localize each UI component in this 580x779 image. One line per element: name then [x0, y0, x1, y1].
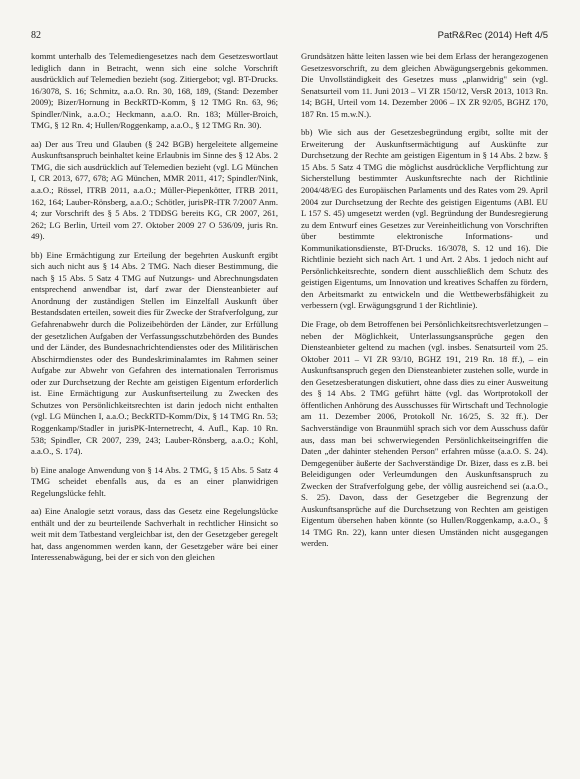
page-header — [31, 29, 548, 43]
paragraph: bb) Wie sich aus der Gesetzesbegründung ergibt, sollte mit der Erweiterung der Auskunftsermächtigung auf Auskünfte zur Durchsetzung der Rechte am geistigen Eigentum in § 14 Abs. 2 bzw. § 15 Abs. 5 Satz 4 TMG die möglichst ausdrückliche Verpflichtung zur Sicherstellung bestimmter Auskunftsrechte nach der Richtlinie 2004/48/EG des Europäischen Parlaments und des Rates vom 29. April 2004 zur Durchsetzung der Rechte des geistigen Eigentums (ABl. EU L 157 S. 45) umgesetzt werden (vgl. Begründung der Bundesregierung zu dem Entwurf eines Gesetzes zur Vereinheitlichung von Vorschriften über bestimmte elektronische Informations- und Kommunikationsdienste, BT-Drucks. 16/3078, S. 12 und 16). Die Richtlinie bezieht sich nach Art. 1 und Art. 2 Abs. 1 jedoch nicht auf Persönlichkeitsrechte, sondern dient ausschließlich dem Schutz des geistigen Eigentums, um Innovation und kreatives Schaffen zu fördern, den Arbeitsmarkt zu entwickeln und die Wettbewerbsfähigkeit zu verbessern (vgl. Erwägungsgrund 1 der Richtlinie). — [301, 127, 548, 311]
paragraph: b) Eine analoge Anwendung von § 14 Abs. 2 TMG, § 15 Abs. 5 Satz 4 TMG scheidet ebenfalls aus, da es an einer planwidrigen Regelungslücke fehlt. — [31, 464, 278, 498]
paragraph: bb) Eine Ermächtigung zur Erteilung der begehrten Auskunft ergibt sich auch nicht aus § 14 Abs. 2 TMG. Nach dieser Bestimmung, die nach § 15 Abs. 5 Satz 4 TMG auf Nutzungs- und Abrechnungsdaten entsprechend anwendbar ist, darf zwar der Diensteanbieter auf Anordnung der zuständigen Stellen im Einzelfall Auskunft über Bestandsdaten erteilen, soweit dies für Zwecke der Strafverfolgung, zur Gefahrenabwehr durch die Polizeibehörden der Länder, zur Erfüllung der gesetzlichen Aufgaben der Verfassungsschutzbehörden des Bundes und der Länder, des Bundesnachrichtendienstes oder des Militärischen Abschirmdienstes oder des Bundeskriminalamtes im Rahmen seiner Aufgabe zur Abwehr von Gefahren des internationalen Terrorismus oder zur Durchsetzung der Rechte am geistigen Eigentum erforderlich ist. Eine Ermächtigung zur Auskunftserteilung zu Zwecken des Schutzes von Persönlichkeitsrechten ist darin jedoch nicht enthalten (vgl. LG München I, a.a.O.; BeckRTD-Komm/Dix, § 14 TMG Rn. 53; Roggenkamp/Stadler in jurisPK-Internetrecht, 4. Aufl., Kap. 10 Rn. 538; Spindler, CR 2007, 239, 243; Lauber-Rönsberg, a.a.O.; Kohl, a.a.O., S. 174). — [31, 249, 278, 457]
paragraph: aa) Eine Analogie setzt voraus, dass das Gesetz eine Regelungslücke enthält und der zu beurteilende Sachverhalt in rechtlicher Hinsicht so weit mit dem Tatbestand vergleichbar ist, den der Gesetzgeber geregelt hat, dass angenommen werden kann, der Gesetzgeber wäre bei einer Interessenabwägung, bei der er sich von den gleichen — [31, 506, 278, 563]
paragraph: Die Frage, ob dem Betroffenen bei Persönlichkeitsrechtsverletzungen – neben der Möglichkeit, Unterlassungsansprüche gegen den Diensteanbieter geltend zu machen (vgl. insbes. Senatsurteil vom 25. Oktober 2011 – VI ZR 93/10, BGHZ 191, 219 Rn. 18 ff.), – ein Auskunftsanspruch gegen den Diensteanbieter zustehen solle, wurde in den Gesetzesberatungen diskutiert, ohne dass dies zu einer Ausweitung des § 14 Abs. 2 TMG geführt hätte (vgl. das Wortprotokoll der öffentlichen Anhörung des Ausschusses für Wirtschaft und Technologie am 11. Dezember 2006, Protokoll Nr. 16/25, S. 32 ff.). Der Sachverständige von Braunmühl sprach sich vor dem Ausschuss dafür aus, dass man bei schwerwiegenden Persönlichkeitseingriffen die Daten „der dahinter stehenden Person" erfahren müsse (a.a.O. S. 24). Demgegenüber äußerte der Sachverständige Dr. Bizer, dass es z.B. bei Beleidigungen oder Verleumdungen den Auskunftsanspruch zu Zwecken der Strafverfolgung gebe, der völlig ausreichend sei (a.a.O., S. 25). Davon, dass der Gesetzgeber die Begrenzung der Auskunftsansprüche auf die Durchsetzung von Rechten am geistigen Eigentum übersehen haben könnte (so Hullen/Roggenkamp, a.a.O., § 14 TMG Rn. 22), kann unter diesen Umständen nicht ausgegangen werden. — [301, 319, 548, 549]
paragraph: Grundsätzen hätte leiten lassen wie bei dem Erlass der herangezogenen Gesetzesvorschrift, zu dem gleichen Abwägungsergebnis gekommen. Die Unvollständigkeit des Gesetzes muss „planwidrig" sein (vgl. Senatsurteil vom 11. Juni 2013 – VI ZR 150/12, VersR 2013, 1013 Rn. 14; BGH, Urteil vom 14. Dezember 2006 – IX ZR 92/05, BGHZ 170, 187 Rn. 15 m.w.N.). — [301, 51, 548, 119]
page-number: 82 — [31, 30, 41, 41]
right-column — [301, 51, 548, 550]
paragraph: kommt unterhalb des Telemediengesetzes nach dem Gesetzeswortlaut lediglich dann in Betracht, wenn sich eine solche Vorschrift ausdrücklich auf Telemedien bezieht (sog. Zitiergebot; vgl. BT-Drucks. 16/3078, S. 16; Schmitz, a.a.O. Rn. 30, 168, 189, (Stand: Dezember 2009); Bizer/Hornung in BeckRTD-Komm, § 12 TMG Rn. 63, 96; Spindler/Nink, a.a.O.; Heckmann, a.a.O. Rn. 183; Müller-Broich, TMG, § 12 Rn. 4; Hullen/Roggenkamp, a.a.O., § 12 TMG Rn. 30). — [31, 51, 278, 131]
left-column — [31, 51, 278, 564]
paragraph: aa) Der aus Treu und Glauben (§ 242 BGB) hergeleitete allgemeine Auskunftsanspruch beinhaltet keine Erlaubnis im Sinne des § 12 Abs. 2 TMG, die sich ausdrücklich auf Telemedien bezieht (vgl. LG München I, CR 2013, 677, 678; AG München, MMR 2011, 417; Spindler/Nink, a.a.O.; Rössel, ITRB 2011, a.a.O.; Müller-Piepenkötter, ITRB 2011, 162, 164; Lauber-Rönsberg, a.a.O.; Schötler, jurisPR-ITR 7/2007 Anm. 4; zur Vorschrift des § 5 Abs. 2 TDDSG bereits KG, CR 2007, 261, 262; LG Berlin, Urteil vom 27. Oktober 2009 27 O 536/09, juris Rn. 49). — [31, 138, 278, 242]
journal-reference: PatR&Rec (2014) Heft 4/5 — [437, 30, 548, 41]
